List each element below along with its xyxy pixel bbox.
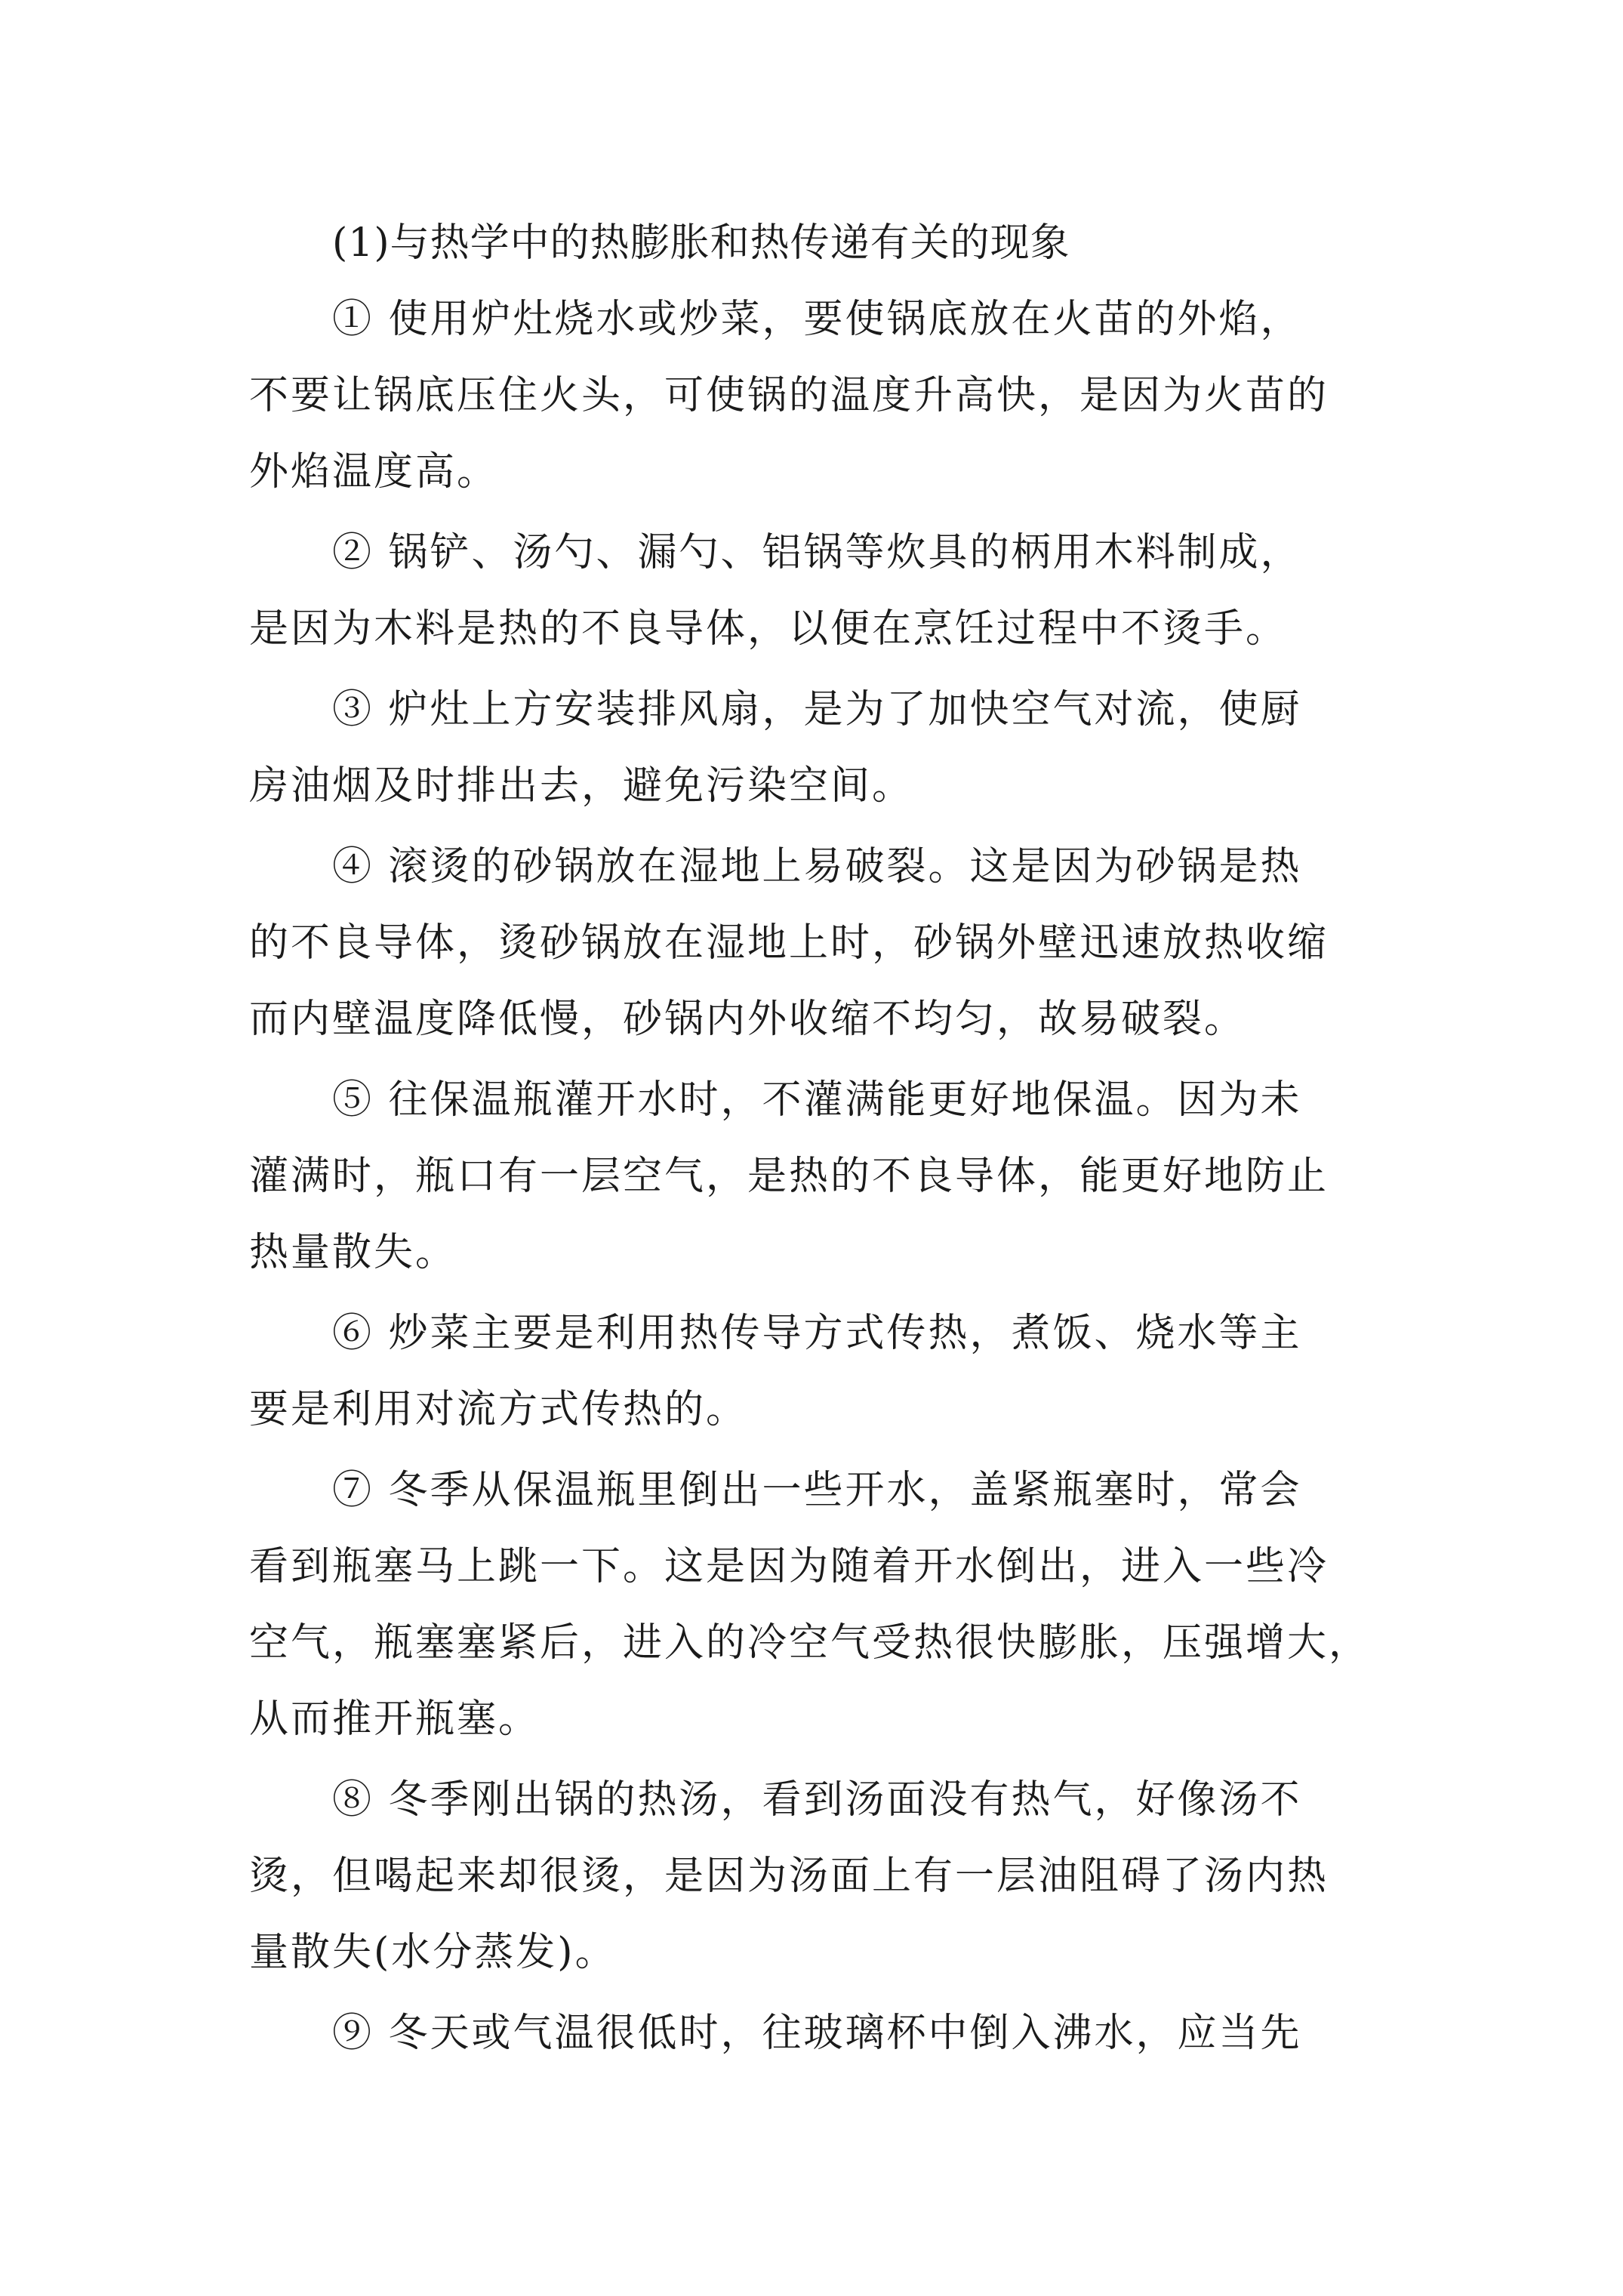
document-body <box>249 205 1381 2072</box>
paragraph-8-line-1: ⑧ 冬季刚出锅的热汤，看到汤面没有热气，好像汤不 <box>332 1777 1302 1823</box>
paragraph-1-line-2: 不要让锅底压住火头，可使锅的温度升高快，是因为火苗的 <box>249 373 1329 418</box>
paragraph-3-line-2: 房油烟及时排出去，避免污染空间。 <box>249 763 914 809</box>
paragraph-6-line-1: ⑥ 炒菜主要是利用热传导方式传热，煮饭、烧水等主 <box>332 1311 1302 1356</box>
paragraph-1-line-1: ① 使用炉灶烧水或炒菜，要使锅底放在火苗的外焰， <box>332 297 1302 342</box>
section-heading: (1)与热学中的热膨胀和热传递有关的现象 <box>332 220 1070 266</box>
paragraph-6-line-2: 要是利用对流方式传热的。 <box>249 1387 748 1432</box>
paragraph-7-line-1: ⑦ 冬季从保温瓶里倒出一些开水，盖紧瓶塞时，常会 <box>332 1468 1302 1513</box>
paragraph-5-line-3: 热量散失。 <box>249 1230 457 1275</box>
paragraph-1-line-3: 外焰温度高。 <box>249 449 499 495</box>
paragraph-4-line-2: 的不良导体，烫砂锅放在湿地上时，砂锅外壁迅速放热收缩 <box>249 920 1329 966</box>
paragraph-7-line-2: 看到瓶塞马上跳一下。这是因为随着开水倒出，进入一些冷 <box>249 1544 1329 1589</box>
paragraph-9-line-1: ⑨ 冬天或气温很低时，往玻璃杯中倒入沸水，应当先 <box>332 2011 1302 2056</box>
paragraph-7-line-4: 从而推开瓶塞。 <box>249 1697 540 1742</box>
paragraph-5-line-2: 灌满时，瓶口有一层空气，是热的不良导体，能更好地防止 <box>249 1154 1329 1199</box>
paragraph-2-line-1: ② 锅铲、汤勺、漏勺、铝锅等炊具的柄用木料制成， <box>332 530 1302 575</box>
paragraph-2-line-2: 是因为木料是热的不良导体，以便在烹饪过程中不烫手。 <box>249 606 1288 652</box>
paragraph-8-line-3: 量散失(水分蒸发)。 <box>249 1930 617 1975</box>
paragraph-4-line-3: 而内壁温度降低慢，砂锅内外收缩不均匀，故易破裂。 <box>249 997 1246 1042</box>
paragraph-7-line-3: 空气，瓶塞塞紧后，进入的冷空气受热很快膨胀，压强增大， <box>249 1620 1371 1666</box>
paragraph-8-line-2: 烫，但喝起来却很烫，是因为汤面上有一层油阻碍了汤内热 <box>249 1854 1329 1899</box>
paragraph-3-line-1: ③ 炉灶上方安装排风扇，是为了加快空气对流，使厨 <box>332 687 1302 732</box>
paragraph-5-line-1: ⑤ 往保温瓶灌开水时，不灌满能更好地保温。因为未 <box>332 1077 1302 1123</box>
paragraph-4-line-1: ④ 滚烫的砂锅放在湿地上易破裂。这是因为砂锅是热 <box>332 844 1302 889</box>
